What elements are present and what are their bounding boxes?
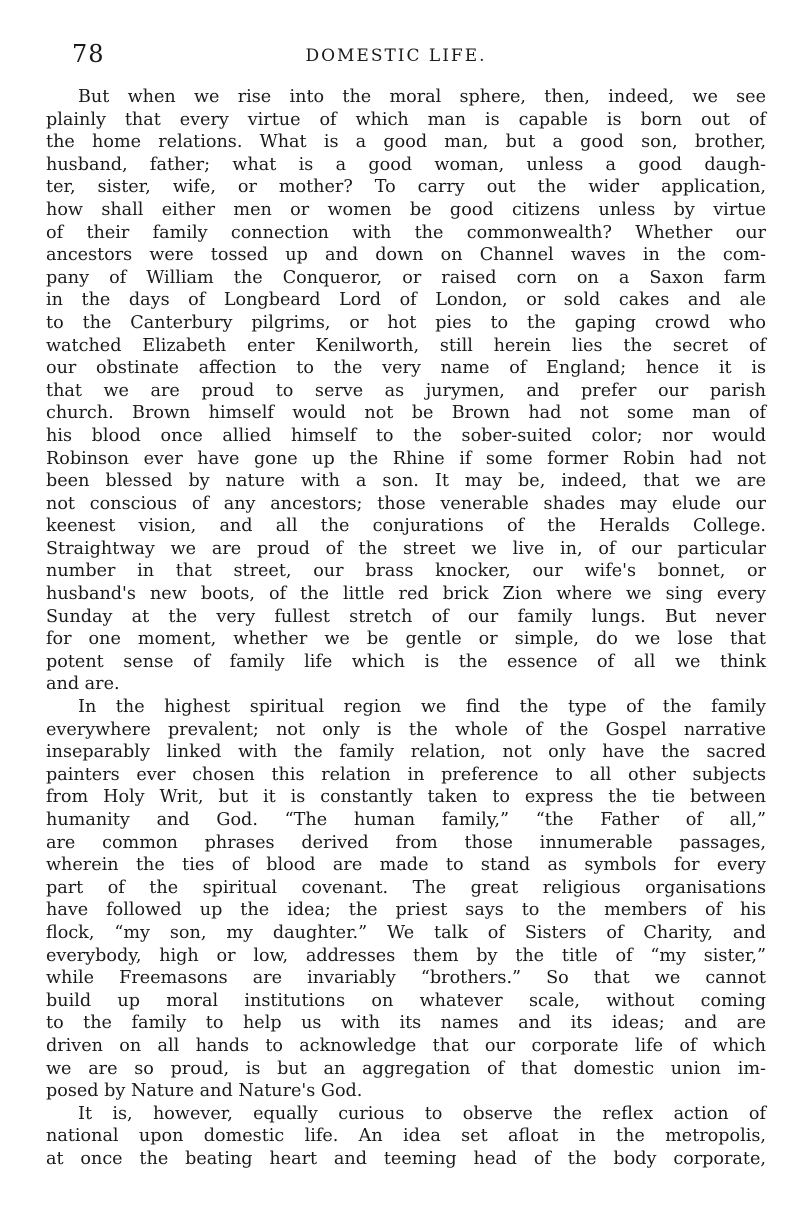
- text-line: In the highest spiritual region we find the type of the family: [78, 697, 766, 718]
- text-line: painters ever chosen this relation in preference to all other subjects: [46, 764, 766, 785]
- text-line: that we are proud to serve as jurymen, and prefer our parish: [46, 380, 766, 401]
- text-line: not conscious of any ancestors; those venerable shades may elude our: [46, 493, 766, 514]
- text-line: everybody, high or low, addresses them by the title of “my sister,”: [46, 945, 766, 966]
- text-line: watched Elizabeth enter Kenilworth, still herein lies the secret of: [46, 335, 766, 356]
- page-header: [0, 36, 792, 72]
- text-line: humanity and God. “The human family,” “the Father of all,”: [46, 810, 766, 830]
- text-line: to the Canterbury pilgrims, or hot pies to the gaping crowd who: [46, 312, 766, 333]
- text-line: at once the beating heart and teeming head of the body corporate,: [46, 1148, 766, 1169]
- text-line: national upon domestic life. An idea set afloat in the metropolis,: [46, 1126, 766, 1147]
- text-line: husband, father; what is a good woman, unless a good daugh-: [46, 154, 766, 175]
- text-line: part of the spiritual covenant. The great religious organisations: [46, 877, 766, 898]
- text-line: for one moment, whether we be gentle or simple, do we lose that: [46, 629, 766, 650]
- text-line: of their family connection with the commonwealth? Whether our: [46, 222, 766, 243]
- text-line: the home relations. What is a good man, but a good son, brother,: [46, 132, 766, 153]
- text-line: Robinson ever have gone up the Rhine if some former Robin had not: [46, 448, 766, 469]
- text-line: everywhere prevalent; not only is the whole of the Gospel narrative: [46, 719, 766, 740]
- text-line: Sunday at the very fullest stretch of our family lungs. But never: [46, 606, 766, 627]
- text-line: ancestors were tossed up and down on Channel waves in the com-: [46, 245, 766, 266]
- text-line: pany of William the Conqueror, or raised corn on a Saxon farm: [46, 267, 766, 288]
- text-line: to the family to help us with its names and its ideas; and are: [46, 1013, 766, 1034]
- text-line: while Freemasons are invariably “brothers.” So that we cannot: [46, 968, 766, 989]
- text-line: have followed up the idea; the priest says to the members of his: [46, 900, 766, 921]
- text-line: inseparably linked with the family relation, not only have the sacred: [46, 742, 766, 763]
- text-line: wherein the ties of blood are made to stand as symbols for every: [46, 855, 766, 876]
- body-text: [46, 86, 766, 1171]
- text-line: from Holy Writ, but it is constantly taken to express the tie between: [46, 787, 766, 808]
- text-line: number in that street, our brass knocker, our wife's bonnet, or: [46, 561, 766, 582]
- text-line: been blessed by nature with a son. It may be, indeed, that we are: [46, 471, 766, 492]
- text-line: flock, “my son, my daughter.” We talk of Sisters of Charity, and: [46, 922, 766, 943]
- text-line: our obstinate affection to the very name of England; hence it is: [46, 358, 766, 379]
- text-line: build up moral institutions on whatever scale, without coming: [46, 990, 766, 1011]
- text-line: are common phrases derived from those innumerable passages,: [46, 832, 766, 853]
- page-number: 78: [72, 40, 105, 68]
- text-line: posed by Nature and Nature's God.: [46, 1081, 363, 1102]
- running-title: DOMESTIC LIFE.: [305, 46, 487, 66]
- text-line: driven on all hands to acknowledge that our corporate life of which: [46, 1035, 766, 1056]
- text-line: in the days of Longbeard Lord of London, or sold cakes and ale: [46, 290, 766, 311]
- text-line: husband's new boots, of the little red brick Zion where we sing every: [46, 584, 766, 605]
- text-line: plainly that every virtue of which man is capable is born out of: [46, 109, 766, 130]
- text-line: But when we rise into the moral sphere, then, indeed, we see: [78, 87, 766, 107]
- text-line: potent sense of family life which is the essence of all we think: [46, 651, 766, 672]
- text-line: and are.: [46, 674, 120, 695]
- text-line: Straightway we are proud of the street we live in, of our particular: [46, 538, 766, 559]
- text-line: we are so proud, is but an aggregation of that domestic union im-: [46, 1058, 766, 1079]
- text-line: ter, sister, wife, or mother? To carry out the wider application,: [46, 177, 766, 198]
- text-line: how shall either men or women be good citizens unless by virtue: [46, 199, 766, 220]
- text-line: church. Brown himself would not be Brown had not some man of: [46, 403, 766, 424]
- text-line: his blood once allied himself to the sober-suited color; nor would: [46, 425, 766, 446]
- text-line: It is, however, equally curious to observe the reflex action of: [78, 1103, 766, 1124]
- text-line: keenest vision, and all the conjurations of the Heralds College.: [46, 516, 766, 537]
